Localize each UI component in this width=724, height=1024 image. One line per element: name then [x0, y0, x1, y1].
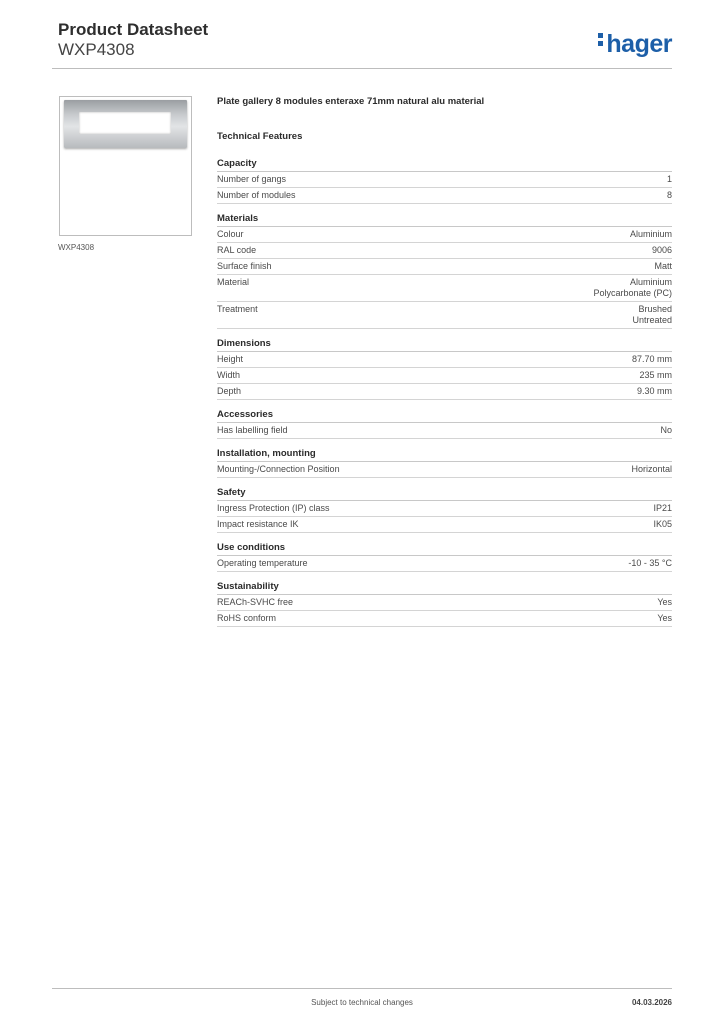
- feature-value-line: Untreated: [632, 315, 672, 325]
- feature-row: [217, 259, 672, 275]
- feature-label: Number of gangs: [217, 174, 287, 184]
- section-accessories: [217, 409, 672, 439]
- feature-row: [217, 352, 672, 368]
- feature-label: Mounting-/Connection Position: [217, 464, 340, 474]
- section-title: Dimensions: [217, 338, 672, 352]
- feature-row: [217, 611, 672, 627]
- product-name: Plate gallery 8 modules enteraxe 71mm natural alu material: [217, 96, 485, 107]
- feature-value: [660, 425, 672, 436]
- feature-row: [217, 188, 672, 204]
- feature-value-line: Yes: [657, 597, 672, 607]
- feature-value: [593, 277, 672, 299]
- section-title: Installation, mounting: [217, 448, 672, 462]
- hager-logo: [598, 30, 672, 59]
- feature-value-line: IP21: [653, 503, 672, 513]
- section-title: Sustainability: [217, 581, 672, 595]
- feature-value: [653, 519, 672, 530]
- feature-value-line: Matt: [654, 261, 672, 271]
- feature-value-line: 235 mm: [639, 370, 672, 380]
- feature-value-line: -10 - 35 °C: [628, 558, 672, 568]
- image-caption: WXP4308: [58, 243, 95, 252]
- product-image: [59, 96, 192, 236]
- feature-row: [217, 517, 672, 533]
- feature-value-line: 9.30 mm: [636, 386, 672, 396]
- feature-value: [630, 229, 672, 240]
- feature-label: Material: [217, 277, 250, 287]
- feature-label: REACh-SVHC free: [217, 597, 294, 607]
- feature-value: [667, 174, 672, 185]
- feature-label: Width: [217, 370, 241, 380]
- feature-row: [217, 423, 672, 439]
- feature-sections: [217, 158, 672, 627]
- section-capacity: [217, 158, 672, 204]
- technical-features-title: Technical Features: [217, 131, 303, 142]
- section-sustainability: [217, 581, 672, 627]
- section-use-conditions: [217, 542, 672, 572]
- footer-note: Subject to technical changes: [311, 998, 413, 1007]
- section-title: Accessories: [217, 409, 672, 423]
- feature-label: Depth: [217, 386, 242, 396]
- header-divider: [52, 68, 672, 69]
- logo-text: hager: [606, 30, 672, 58]
- feature-value: [657, 597, 672, 608]
- section-installation-mounting: [217, 448, 672, 478]
- section-safety: [217, 487, 672, 533]
- feature-row: [217, 227, 672, 243]
- footer-divider: [52, 988, 672, 989]
- section-title: Capacity: [217, 158, 672, 172]
- feature-label: Treatment: [217, 304, 258, 314]
- feature-value: [652, 245, 672, 256]
- feature-value: [667, 190, 672, 201]
- feature-row: [217, 556, 672, 572]
- feature-label: RAL code: [217, 245, 257, 255]
- plate-image: [64, 100, 187, 148]
- section-title: Safety: [217, 487, 672, 501]
- feature-row: [217, 368, 672, 384]
- feature-value: [632, 354, 672, 365]
- section-dimensions: [217, 338, 672, 400]
- feature-label: RoHS conform: [217, 613, 277, 623]
- feature-row: [217, 243, 672, 259]
- feature-value-line: 1: [666, 174, 672, 184]
- datasheet-content: [217, 96, 672, 636]
- feature-value-line: 87.70 mm: [631, 354, 672, 364]
- feature-value: [653, 503, 672, 514]
- feature-value-line: 8: [666, 190, 672, 200]
- feature-label: Impact resistance IK: [217, 519, 299, 529]
- feature-row: [217, 275, 672, 302]
- section-materials: [217, 213, 672, 329]
- feature-value: [657, 613, 672, 624]
- feature-row: [217, 302, 672, 329]
- logo-dots-icon: [598, 33, 604, 49]
- feature-row: [217, 172, 672, 188]
- feature-value-line: IK05: [653, 519, 672, 529]
- product-code: WXP4308: [58, 40, 135, 59]
- feature-value-line: Yes: [657, 613, 672, 623]
- feature-label: Ingress Protection (IP) class: [217, 503, 330, 513]
- feature-value: [637, 386, 672, 397]
- feature-value-line: Brushed: [638, 304, 672, 314]
- feature-value-line: Polycarbonate (PC): [593, 288, 672, 298]
- feature-value-line: No: [660, 425, 672, 435]
- feature-value-line: Aluminium: [629, 277, 672, 287]
- feature-row: [217, 595, 672, 611]
- feature-value: [654, 261, 672, 272]
- feature-row: [217, 462, 672, 478]
- feature-row: [217, 384, 672, 400]
- feature-value-line: Aluminium: [629, 229, 672, 239]
- feature-label: Surface finish: [217, 261, 272, 271]
- feature-value: [632, 304, 672, 326]
- feature-row: [217, 501, 672, 517]
- feature-label: Height: [217, 354, 244, 364]
- feature-value: [639, 370, 672, 381]
- section-title: Use conditions: [217, 542, 672, 556]
- feature-value: [628, 558, 672, 569]
- plate-window: [79, 112, 171, 134]
- footer-date: 04.03.2026: [631, 998, 672, 1007]
- feature-label: Has labelling field: [217, 425, 288, 435]
- feature-value-line: Horizontal: [631, 464, 672, 474]
- feature-label: Number of modules: [217, 190, 296, 200]
- feature-value: [631, 464, 672, 475]
- document-header: [58, 20, 208, 60]
- feature-label: Operating temperature: [217, 558, 308, 568]
- section-title: Materials: [217, 213, 672, 227]
- document-title: Product Datasheet: [58, 20, 209, 39]
- feature-label: Colour: [217, 229, 244, 239]
- feature-value-line: 9006: [651, 245, 672, 255]
